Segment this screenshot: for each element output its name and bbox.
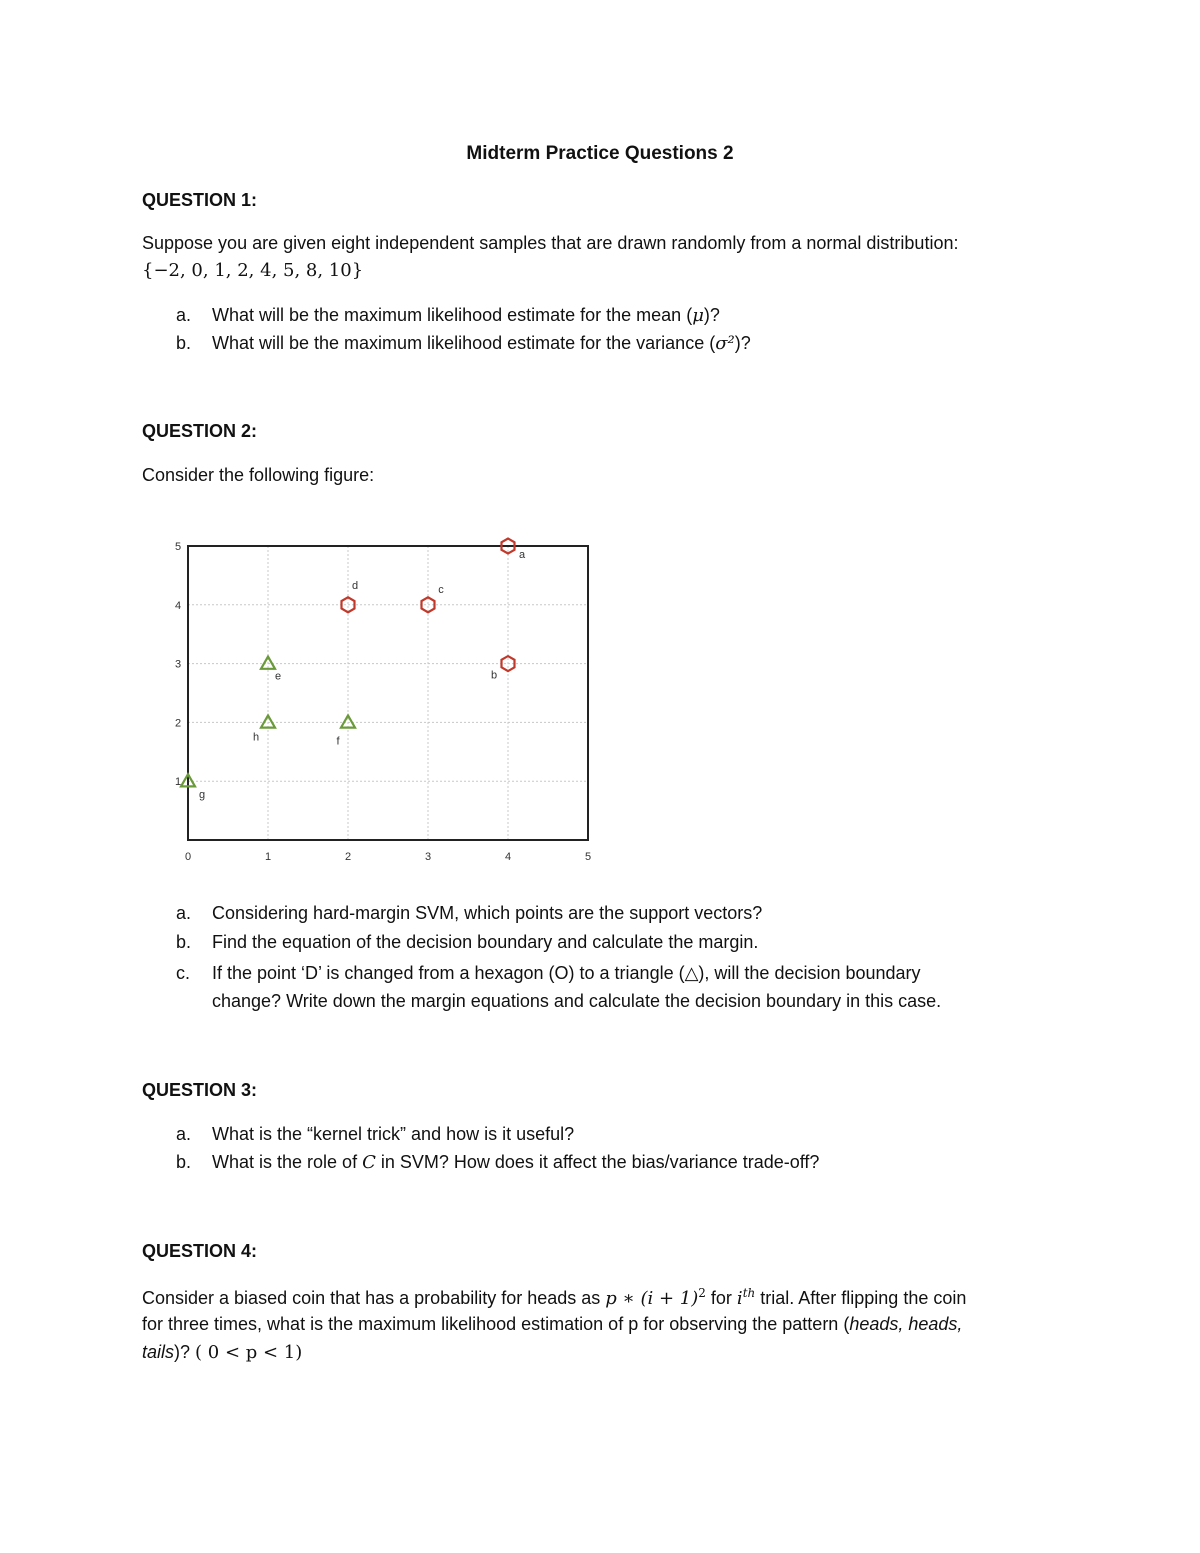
y-tick-label: 4 bbox=[174, 599, 182, 612]
question-2-heading: QUESTION 2: bbox=[142, 421, 258, 441]
q1-item-b-body: What will be the maximum likelihood estimate for the variance ( bbox=[212, 333, 716, 353]
q1-item-b-end: )? bbox=[734, 333, 751, 353]
y-tick-label: 3 bbox=[174, 658, 182, 671]
q4-line2-pre: for three times, what is the maximum likelihood estimation of p for observing the pattern ( bbox=[142, 1314, 850, 1334]
x-tick-label: 2 bbox=[344, 851, 352, 863]
q1-item-a-body: What will be the maximum likelihood estimate for the mean ( bbox=[212, 305, 693, 325]
q4-line3-italic: tails bbox=[142, 1342, 175, 1362]
point-label-b: b bbox=[490, 669, 498, 682]
sample-set: {−2, 0, 1, 2, 4, 5, 8, 10} bbox=[142, 260, 364, 281]
q3-item-b-letter: b. bbox=[176, 1152, 192, 1172]
q3-item-b-text bbox=[212, 1152, 819, 1173]
x-tick-label: 4 bbox=[504, 851, 512, 863]
q4-line2-italic: heads, heads, bbox=[849, 1314, 963, 1334]
page-title: Midterm Practice Questions 2 bbox=[466, 143, 734, 164]
point-label-c: c bbox=[438, 583, 444, 596]
question-1-intro: Suppose you are given eight independent samples that are drawn randomly from a normal distribution: bbox=[142, 233, 959, 253]
q1-item-a-letter: a. bbox=[176, 305, 192, 325]
q1-item-a-text bbox=[212, 305, 720, 326]
q2-item-a-text: Considering hard-margin SVM, which points are the support vectors? bbox=[212, 903, 763, 923]
q3-item-a-text: What is the “kernel trick” and how is it useful? bbox=[212, 1124, 575, 1144]
q4-line1-post: trial. After flipping the coin bbox=[755, 1288, 967, 1308]
q2-item-a-letter: a. bbox=[176, 903, 192, 923]
q4-constraint: ( 0 < p < 1) bbox=[195, 1342, 303, 1363]
q2-item-c-letter: c. bbox=[176, 963, 191, 983]
triangle-point-f bbox=[341, 715, 355, 727]
point-label-a: a bbox=[518, 549, 526, 561]
triangle-point-h bbox=[261, 715, 275, 727]
svm-scatter-chart bbox=[168, 505, 608, 875]
x-tick-label: 3 bbox=[424, 851, 432, 863]
q3-item-b-pre: What is the role of bbox=[212, 1152, 363, 1172]
q2-item-c-text-line2: change? Write down the margin equations and calculate the decision boundary in this case. bbox=[212, 991, 942, 1011]
point-label-d: d bbox=[351, 579, 359, 592]
q4-exponent: 2 bbox=[698, 1286, 706, 1300]
question-3-heading: QUESTION 3: bbox=[142, 1080, 258, 1100]
x-tick-label: 0 bbox=[184, 851, 192, 863]
y-tick-label: 5 bbox=[174, 541, 182, 553]
point-label-h: h bbox=[252, 731, 260, 744]
c-symbol: C bbox=[362, 1152, 376, 1173]
point-label-g: g bbox=[198, 789, 206, 802]
q4-i-symbol: i bbox=[736, 1288, 743, 1309]
q4-th-superscript: th bbox=[742, 1286, 756, 1300]
q1-item-b-letter: b. bbox=[176, 333, 192, 353]
question-1-heading: QUESTION 1: bbox=[142, 190, 258, 210]
q3-item-a-letter: a. bbox=[176, 1124, 192, 1144]
q2-item-c-text: If the point ‘D’ is changed from a hexagon (O) to a triangle (△), will the decision boundary bbox=[212, 963, 921, 983]
question-4-line-2 bbox=[142, 1314, 962, 1335]
point-label-e: e bbox=[274, 670, 282, 683]
question-4-line-3 bbox=[142, 1342, 302, 1363]
question-2-intro: Consider the following figure: bbox=[142, 465, 375, 485]
mu-symbol: μ bbox=[692, 305, 704, 326]
svm-scatter-figure bbox=[168, 505, 608, 875]
q4-line3-post: )? bbox=[174, 1342, 196, 1362]
y-tick-label: 1 bbox=[174, 776, 182, 789]
point-label-f: f bbox=[336, 735, 340, 748]
q1-item-b-text bbox=[212, 333, 751, 354]
q3-item-b-post: in SVM? How does it affect the bias/variance trade-off? bbox=[375, 1152, 820, 1172]
q2-item-b-letter: b. bbox=[176, 932, 192, 952]
question-4-heading: QUESTION 4: bbox=[142, 1241, 258, 1261]
x-tick-label: 5 bbox=[584, 851, 592, 863]
q2-item-b-text: Find the equation of the decision boundary and calculate the margin. bbox=[212, 932, 759, 952]
q4-line1-mid: for bbox=[705, 1288, 737, 1308]
q4-probability-expression: p ∗ (i + 1) bbox=[605, 1288, 699, 1309]
q1-item-a-end: )? bbox=[703, 305, 720, 325]
q4-line1-pre: Consider a biased coin that has a probability for heads as bbox=[142, 1288, 606, 1308]
plot-frame bbox=[188, 546, 588, 840]
question-4-line-1 bbox=[142, 1286, 966, 1309]
sigma-squared-symbol: σ² bbox=[715, 333, 735, 354]
x-tick-label: 1 bbox=[264, 851, 272, 863]
y-tick-label: 2 bbox=[174, 717, 182, 730]
